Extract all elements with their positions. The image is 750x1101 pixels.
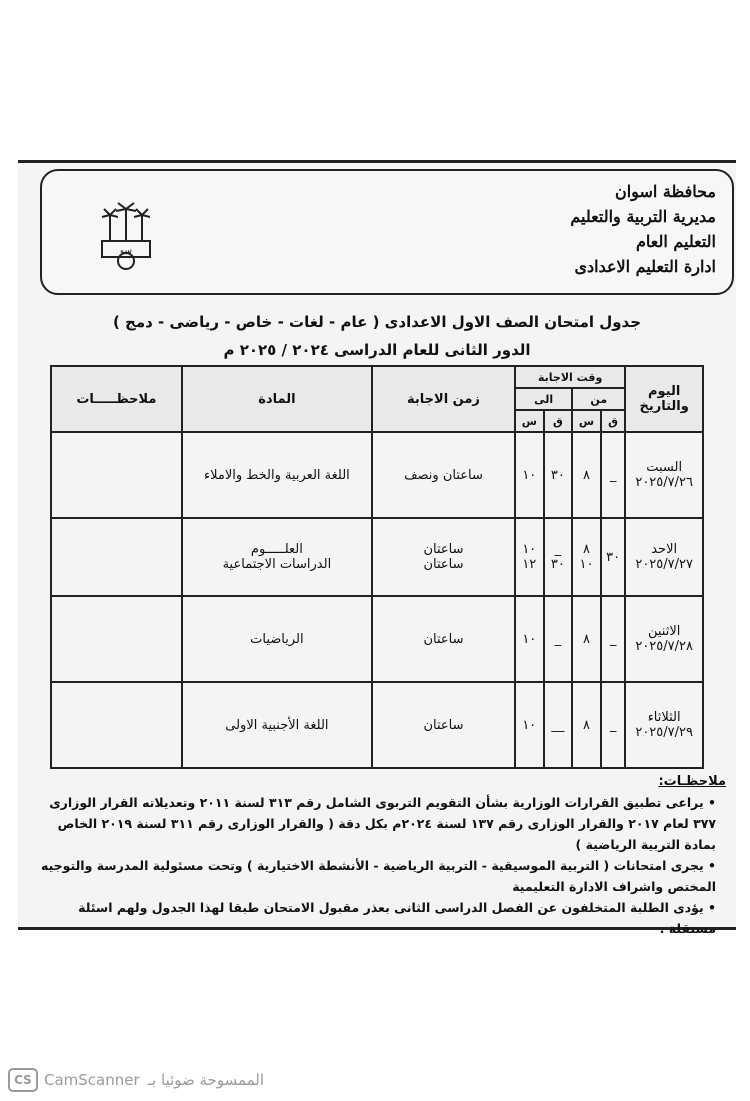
subject-cell: العلـــــوم الدراسات الاجتماعية	[182, 518, 372, 596]
from-minute: _	[601, 682, 626, 768]
schedule-subtitle: الدور الثانى للعام الدراسى ٢٠٢٤ / ٢٠٢٥ م	[223, 341, 531, 359]
duration-cell: ساعتان	[372, 596, 515, 682]
header-to-hour: س	[515, 410, 544, 432]
day-date-cell	[625, 596, 703, 682]
header-general-education: التعليم العام	[635, 232, 716, 251]
camscanner-watermark	[8, 1066, 264, 1094]
header-day-date: اليوم والتاريخ	[625, 366, 703, 432]
to-minute: _ ٣٠	[544, 518, 573, 596]
table-row	[51, 432, 703, 518]
exam-date: ٢٠٢٥/٧/٢٦	[635, 475, 693, 490]
header-lines	[570, 179, 716, 279]
notes-cell	[51, 432, 182, 518]
duration-cell: ساعتان	[372, 682, 515, 768]
day-name: الثلاثاء	[647, 710, 681, 725]
camscanner-logo-icon: CS	[8, 1068, 38, 1092]
day-date-cell	[625, 518, 703, 596]
table-row	[51, 682, 703, 768]
header-duration: زمن الاجابة	[372, 366, 515, 432]
exam-date: ٢٠٢٥/٧/٢٧	[635, 557, 693, 572]
note-item: • يؤدى الطلبة المتخلفون عن الفصل الدراسى الثانى بعذر مقبول الامتحان طبقا لهذا الجدول ولهم اسئلة مستقلة .	[28, 897, 716, 939]
table-row	[51, 518, 703, 596]
exam-schedule-table	[50, 365, 704, 769]
notes-section	[28, 771, 726, 939]
header-directorate: مديرية التربية والتعليم	[570, 207, 716, 226]
day-name: السبت	[646, 460, 683, 475]
exam-date: ٢٠٢٥/٧/٢٨	[635, 639, 693, 654]
header-prep-administration: ادارة التعليم الاعدادى	[574, 257, 716, 276]
table-row	[51, 596, 703, 682]
to-hour: ١٠	[515, 682, 544, 768]
header-answer-time: وقت الاجابة	[515, 366, 625, 388]
duration-cell: ساعتان ونصف	[372, 432, 515, 518]
subject-cell: الرياضيات	[182, 596, 372, 682]
header-from-hour: س	[572, 410, 601, 432]
note-item: • يراعى تطبيق القرارات الوزارية بشأن التقويم التربوى الشامل رقم ٣١٣ لسنة ٢٠١١ وتعديلاته القرار الوزارى ٣٧٧ لعام ٢٠١٧ والقرار الوزارى رقم ١٣٧ لسنة ٢٠٢٤م بكل دقة ( والقرار الوزارى رقم ٣١١ لسنة ٢٠١٩ الخاص بمادة التربية الرياضية )	[28, 792, 716, 855]
to-minute: ٣٠	[544, 432, 573, 518]
table-header-row	[51, 366, 703, 388]
day-date-cell	[625, 432, 703, 518]
subject-cell: اللغة العربية والخط والاملاء	[182, 432, 372, 518]
from-hour: ٨	[572, 432, 601, 518]
from-hour: ٨	[572, 596, 601, 682]
header-from-minute: ق	[601, 410, 626, 432]
note-item: • يجرى امتحانات ( التربية الموسيقية - التربية الرياضية - الأنشطة الاختيارية ) وتحت مسئولية المدرسة والتوجيه المختص واشراف الادارة التعليمية	[28, 855, 716, 897]
camscanner-arabic: الممسوحة ضوئيا بـ	[147, 1071, 265, 1089]
from-hour: ٨	[572, 682, 601, 768]
to-hour: ١٠	[515, 432, 544, 518]
camscanner-brand: CamScanner	[44, 1071, 140, 1089]
duration-cell: ساعتان ساعتان	[372, 518, 515, 596]
from-minute: _	[601, 432, 626, 518]
document-sheet	[18, 160, 736, 936]
notes-cell	[51, 682, 182, 768]
notes-cell	[51, 518, 182, 596]
day-date-cell	[625, 682, 703, 768]
header-to: الى	[515, 388, 572, 410]
header-notes: ملاحظـــــات	[51, 366, 182, 432]
day-name: الاحد	[651, 542, 678, 557]
svg-text:سو: سو	[119, 246, 133, 256]
header-governorate: محافظة اسوان	[614, 182, 716, 201]
header-subject: المادة	[182, 366, 372, 432]
from-minute: ٣٠	[601, 518, 626, 596]
aswan-governorate-logo-icon	[96, 199, 156, 271]
header-to-minute: ق	[544, 410, 573, 432]
to-minute: __	[544, 682, 573, 768]
header-box	[40, 169, 734, 295]
notes-list	[28, 792, 726, 939]
schedule-title: جدول امتحان الصف الاول الاعدادى ( عام - لغات - خاص - رياضى - دمج )	[112, 313, 642, 331]
notes-cell	[51, 596, 182, 682]
to-minute: _	[544, 596, 573, 682]
notes-title: ملاحظـات:	[658, 774, 726, 789]
from-minute: _	[601, 596, 626, 682]
header-from: من	[572, 388, 625, 410]
exam-date: ٢٠٢٥/٧/٢٩	[635, 725, 693, 740]
from-hour: ٨ ١٠	[572, 518, 601, 596]
day-name: الاثنين	[647, 624, 681, 639]
to-hour: ١٠	[515, 596, 544, 682]
subject-cell: اللغة الأجنبية الاولى	[182, 682, 372, 768]
to-hour: ١٠ ١٢	[515, 518, 544, 596]
